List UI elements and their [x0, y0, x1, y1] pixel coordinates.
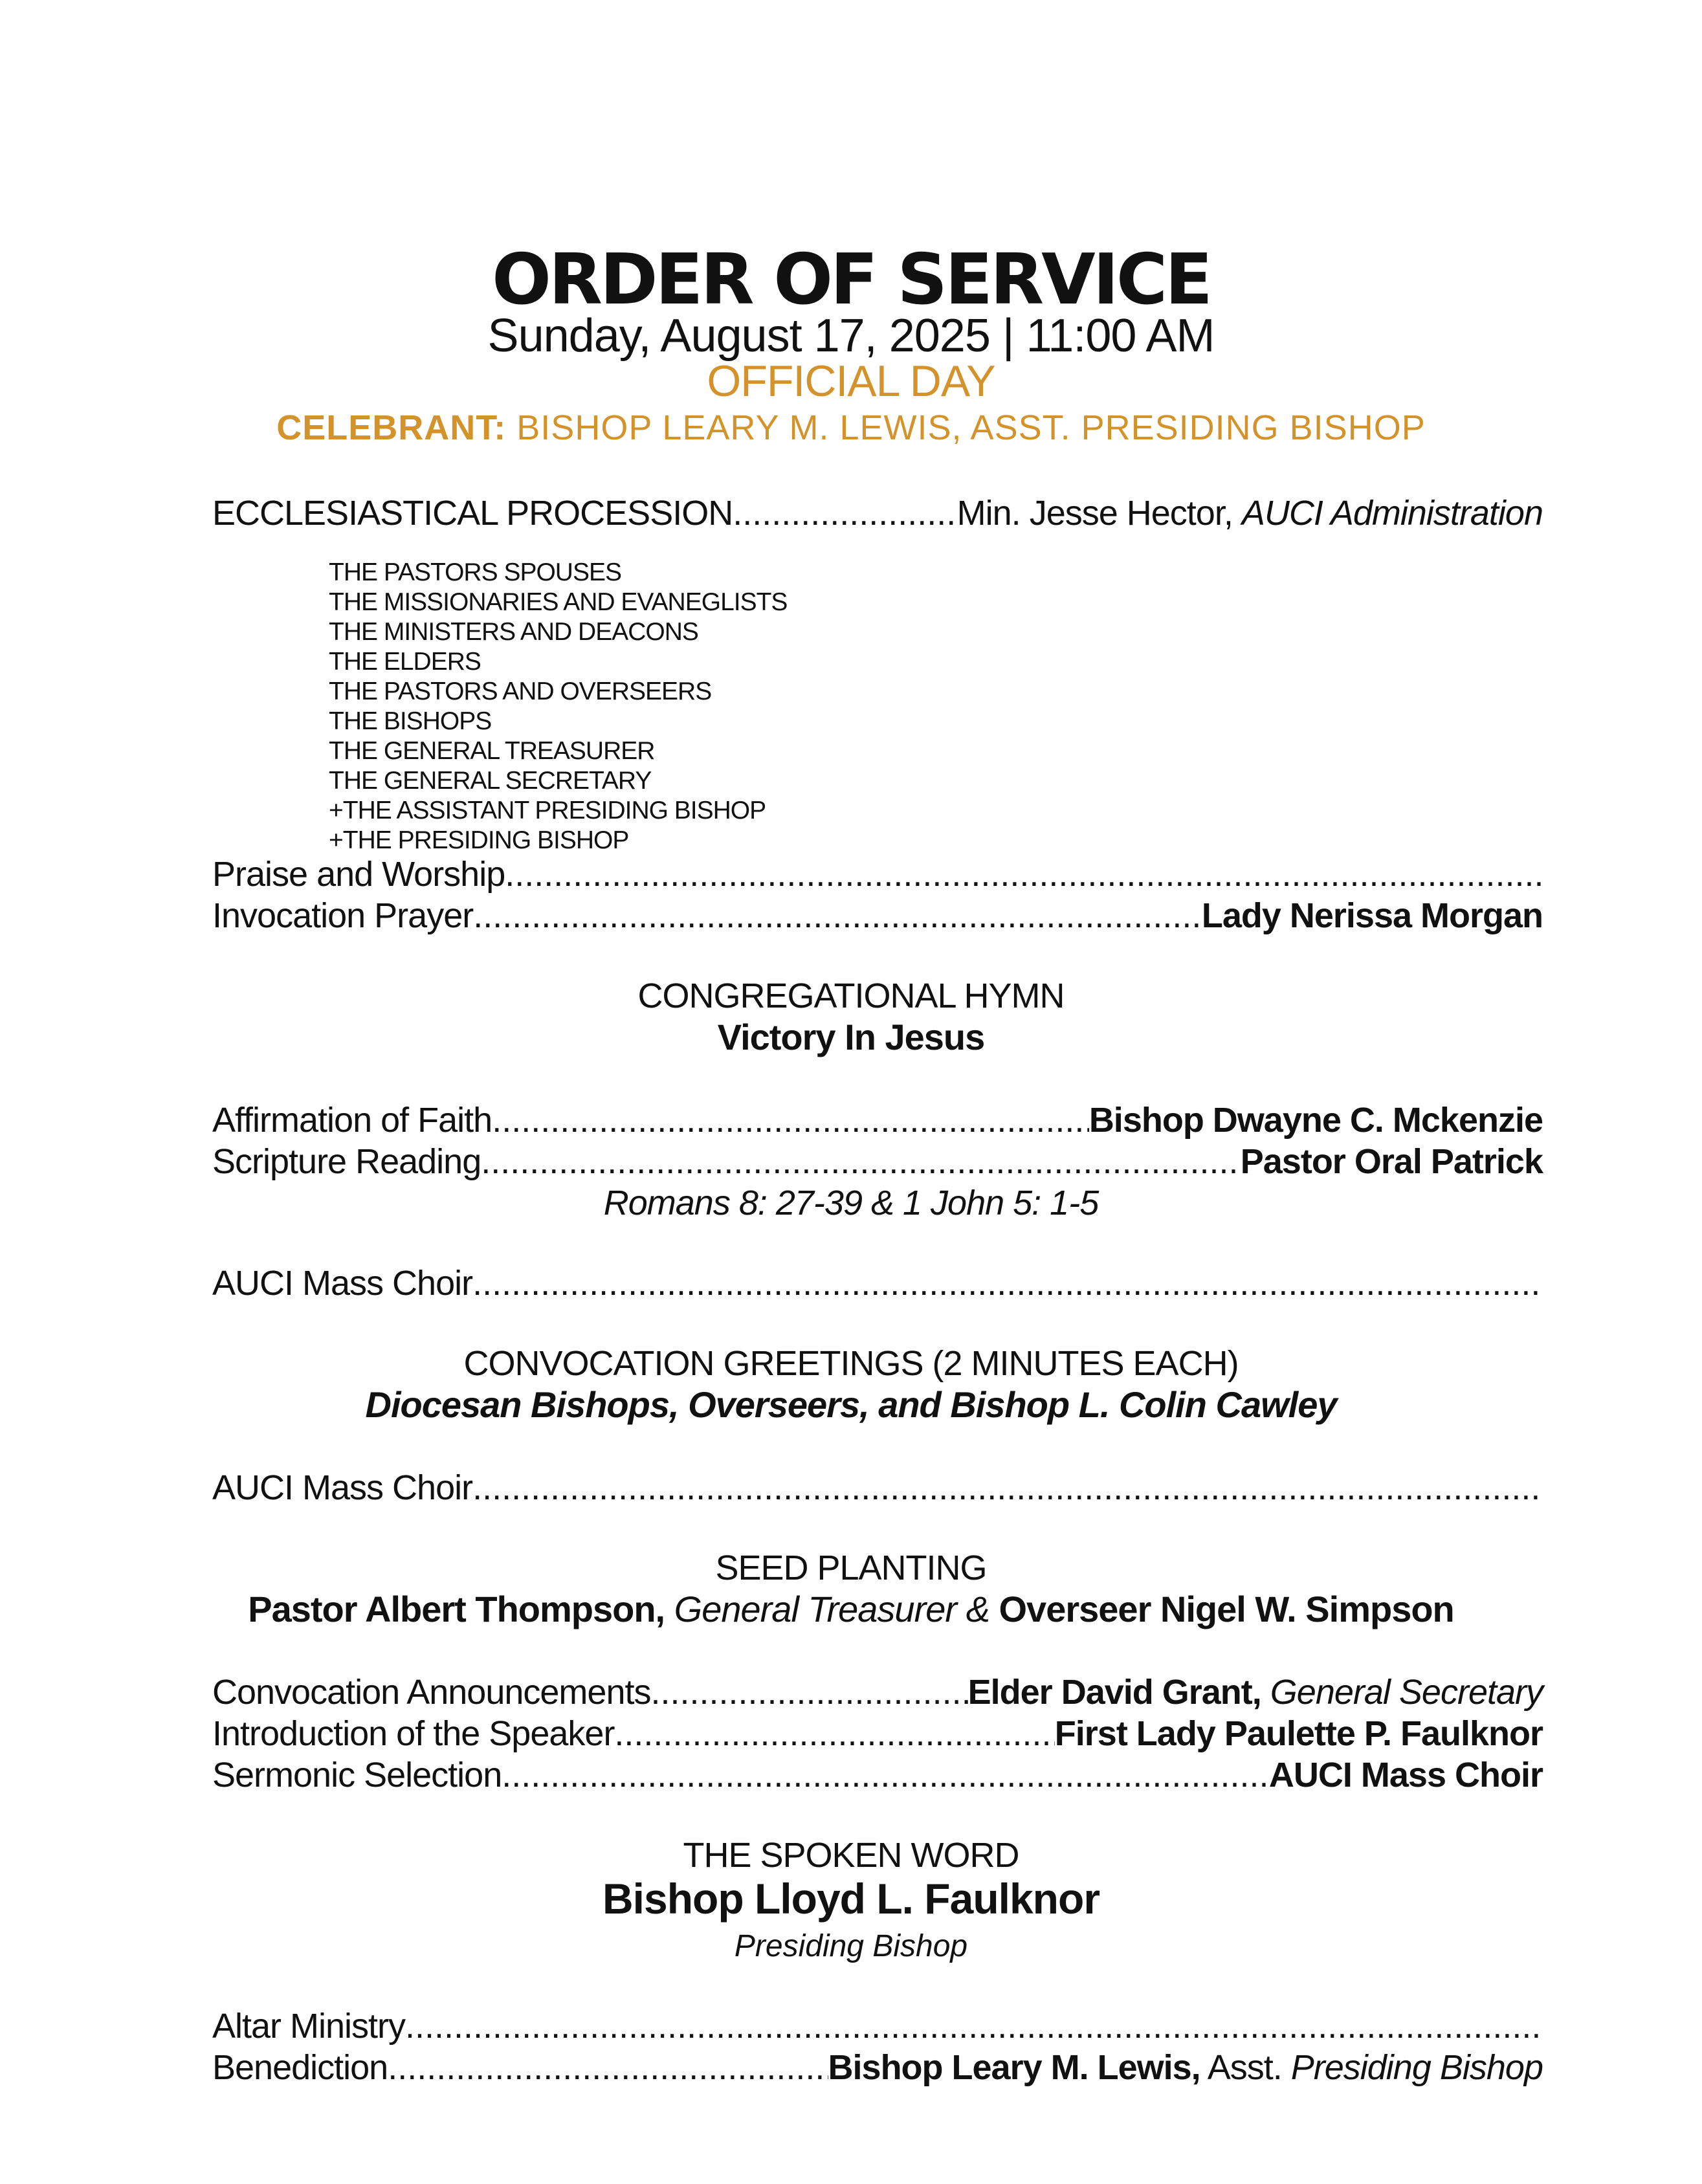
spoken-word-heading: THE SPOKEN WORD: [683, 1836, 1019, 1875]
dot-leader: [472, 1468, 1543, 1508]
introduction-row: [212, 1714, 1543, 1754]
hymn-title: Victory In Jesus: [717, 1017, 985, 1057]
service-date-time: Sunday, August 17, 2025 | 11:00 AM: [487, 310, 1215, 362]
benediction-label: Benediction: [212, 2048, 388, 2087]
affirmation-label: Affirmation of Faith: [212, 1101, 492, 1140]
dot-leader: [492, 1100, 1089, 1140]
greetings-heading: CONVOCATION GREETINGS (2 MINUTES EACH): [463, 1344, 1239, 1383]
procession-order-item: THE ELDERS: [329, 648, 481, 676]
procession-order-item: THE PASTORS SPOUSES: [329, 558, 622, 586]
page-title: ORDER OF SERVICE: [492, 239, 1210, 320]
choir-row-2: [212, 1468, 1543, 1508]
procession-order-item: +THE PRESIDING BISHOP: [329, 826, 629, 854]
praise-worship-row: [212, 854, 1543, 894]
altar-ministry-row: [212, 2006, 1543, 2046]
seed-role-1: General Treasurer &: [674, 1589, 989, 1629]
scripture-row: [212, 1142, 1543, 1182]
affirmation-row: [212, 1100, 1543, 1140]
invocation-row: [212, 896, 1543, 936]
celebrant-line: [0, 408, 1702, 448]
seed-heading: SEED PLANTING: [715, 1549, 987, 1587]
dot-leader: [502, 1755, 1269, 1795]
benediction-role-prefix: Asst.: [1207, 2048, 1282, 2087]
celebrant-label: CELEBRANT:: [276, 408, 507, 447]
introduction-person: First Lady Paulette P. Faulknor: [1054, 1714, 1543, 1753]
praise-worship-label: Praise and Worship: [212, 855, 505, 894]
seed-presenters: [0, 1588, 1702, 1630]
occasion-label: OFFICIAL DAY: [707, 357, 995, 406]
procession-leader-role: AUCI Administration: [1241, 494, 1543, 533]
announcements-label: Convocation Announcements: [212, 1673, 651, 1712]
procession-label: ECCLESIASTICAL PROCESSION: [212, 494, 733, 533]
sermonic-person: AUCI Mass Choir: [1268, 1756, 1543, 1794]
spoken-word-speaker: [0, 1874, 1702, 1923]
procession-order-item: THE PASTORS AND OVERSEERS: [329, 678, 712, 705]
dot-leader: [473, 896, 1202, 936]
greetings-detail: Diocesan Bishops, Overseers, and Bishop L. Colin Cawley: [365, 1384, 1337, 1425]
speaker-role: Presiding Bishop: [734, 1929, 968, 1963]
benediction-row: [212, 2047, 1543, 2088]
scripture-person: Pastor Oral Patrick: [1240, 1142, 1543, 1181]
seed-person-1: Pastor Albert Thompson,: [248, 1589, 665, 1629]
announcements-role: General Secretary: [1270, 1673, 1543, 1712]
procession-order-item: THE GENERAL TREASURER: [329, 737, 655, 765]
dot-leader: [472, 1263, 1543, 1303]
benediction-person: Bishop Leary M. Lewis,: [828, 2048, 1200, 2087]
choir-row-1: [212, 1263, 1543, 1303]
dot-leader: [388, 2047, 828, 2088]
procession-order-item: THE GENERAL SECRETARY: [329, 767, 652, 795]
benediction-presenter: [828, 2047, 1543, 2088]
procession-order-item: THE BISHOPS: [329, 707, 492, 735]
affirmation-person: Bishop Dwayne C. Mckenzie: [1089, 1101, 1543, 1140]
scripture-label: Scripture Reading: [212, 1142, 481, 1181]
sermonic-label: Sermonic Selection: [212, 1756, 502, 1794]
dot-leader: [614, 1714, 1054, 1754]
announcements-row: [212, 1672, 1543, 1712]
altar-ministry-label: Altar Ministry: [212, 2007, 406, 2046]
procession-order-item: +THE ASSISTANT PRESIDING BISHOP: [329, 797, 766, 824]
introduction-label: Introduction of the Speaker: [212, 1714, 615, 1753]
choir-label-2: AUCI Mass Choir: [212, 1468, 473, 1507]
choir-label-1: AUCI Mass Choir: [212, 1264, 473, 1303]
announcements-person: Elder David Grant,: [967, 1673, 1261, 1712]
speaker-name: Bishop Lloyd L. Faulknor: [602, 1875, 1100, 1923]
dot-leader: [405, 2006, 1543, 2046]
sermonic-row: [212, 1755, 1543, 1795]
procession-order-item: THE MISSIONARIES AND EVANEGLISTS: [329, 588, 788, 616]
dot-leader: [650, 1672, 967, 1712]
procession-order-item: THE MINISTERS AND DEACONS: [329, 618, 698, 646]
procession-leader-name: Min. Jesse Hector,: [956, 494, 1233, 533]
dot-leader: [481, 1142, 1241, 1182]
announcements-presenter: [968, 1672, 1543, 1712]
benediction-role: Presiding Bishop: [1290, 2048, 1543, 2087]
celebrant-value: BISHOP LEARY M. LEWIS, ASST. PRESIDING BISHOP: [516, 408, 1426, 447]
invocation-label: Invocation Prayer: [212, 896, 474, 935]
procession-row: [212, 493, 1543, 533]
procession-order-list: [329, 558, 787, 855]
scripture-passages: Romans 8: 27-39 & 1 John 5: 1-5: [603, 1184, 1099, 1222]
invocation-person: Lady Nerissa Morgan: [1201, 896, 1543, 935]
seed-person-2: Overseer Nigel W. Simpson: [999, 1589, 1454, 1629]
dot-leader: [733, 493, 956, 533]
procession-leader: [957, 493, 1543, 533]
dot-leader: [505, 854, 1543, 894]
hymn-heading: CONGREGATIONAL HYMN: [637, 976, 1065, 1015]
